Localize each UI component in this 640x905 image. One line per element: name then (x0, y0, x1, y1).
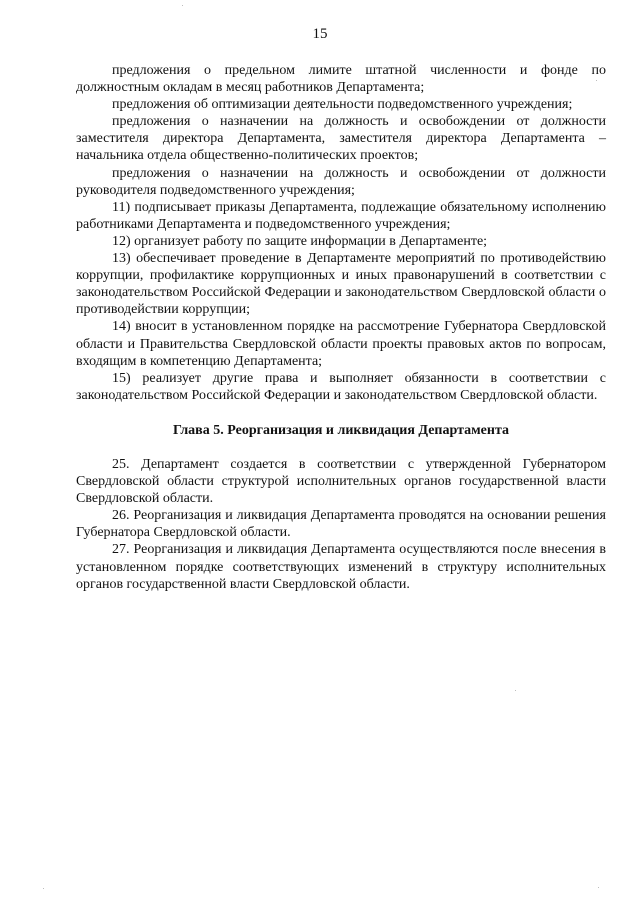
document-body (76, 62, 606, 593)
paragraph: предложения об оптимизации деятельности подведомственного учреждения; (112, 97, 573, 113)
paragraph: 13) обеспечивает проведение в Департаменте мероприятий по противодействию коррупции, профилактике коррупционных и иных правонарушений в соответствии с законодательством Российской Федерации и законодательством Свердловской области о противодействии коррупции; (76, 251, 606, 318)
paragraph: 27. Реорганизация и ликвидация Департамента осуществляются после внесения в установленном порядке соответствующих изменений в структуру исполнительных органов государственной власти Свердловской области. (76, 542, 606, 592)
paragraph: 11) подписывает приказы Департамента, подлежащие обязательному исполнению работниками Департамента и подведомственного учреждения; (76, 199, 606, 232)
paragraph: 12) организует работу по защите информации в Департаменте; (112, 233, 488, 249)
paragraph: 15) реализует другие права и выполняет обязанности в соответствии с законодательством Российской Федерации и законодательством Свердловской области. (76, 370, 606, 403)
page-number: 15 (312, 26, 328, 42)
paragraph: 14) вносит в установленном порядке на рассмотрение Губернатора Свердловской области и Правительства Свердловской области проекты правовых актов по вопросам, входящим в компетенцию Департамента; (76, 319, 606, 369)
paragraph: предложения о назначении на должность и освобождении от должности заместителя директора Департамента, заместителя директора Департамента – начальника отдела общественно-политических проектов; (76, 114, 606, 164)
scan-speck (515, 690, 516, 691)
scan-speck (596, 80, 597, 81)
scan-speck (43, 888, 44, 889)
scan-speck (182, 5, 183, 6)
paragraph: 26. Реорганизация и ликвидация Департамента проводятся на основании решения Губернатора Свердловской области. (76, 508, 606, 541)
paragraph: предложения о назначении на должность и освобождении от должности руководителя подведомственного учреждения; (76, 165, 606, 198)
paragraph: предложения о предельном лимите штатной численности и фонде по должностным окладам в месяц работников Департамента; (76, 63, 606, 96)
paragraph: 25. Департамент создается в соответствии с утвержденной Губернатором Свердловской области структурой исполнительных органов государственной власти Свердловской области. (76, 456, 606, 507)
chapter-title: Глава 5. Реорганизация и ликвидация Департамента (173, 422, 509, 438)
scan-speck (598, 887, 599, 888)
